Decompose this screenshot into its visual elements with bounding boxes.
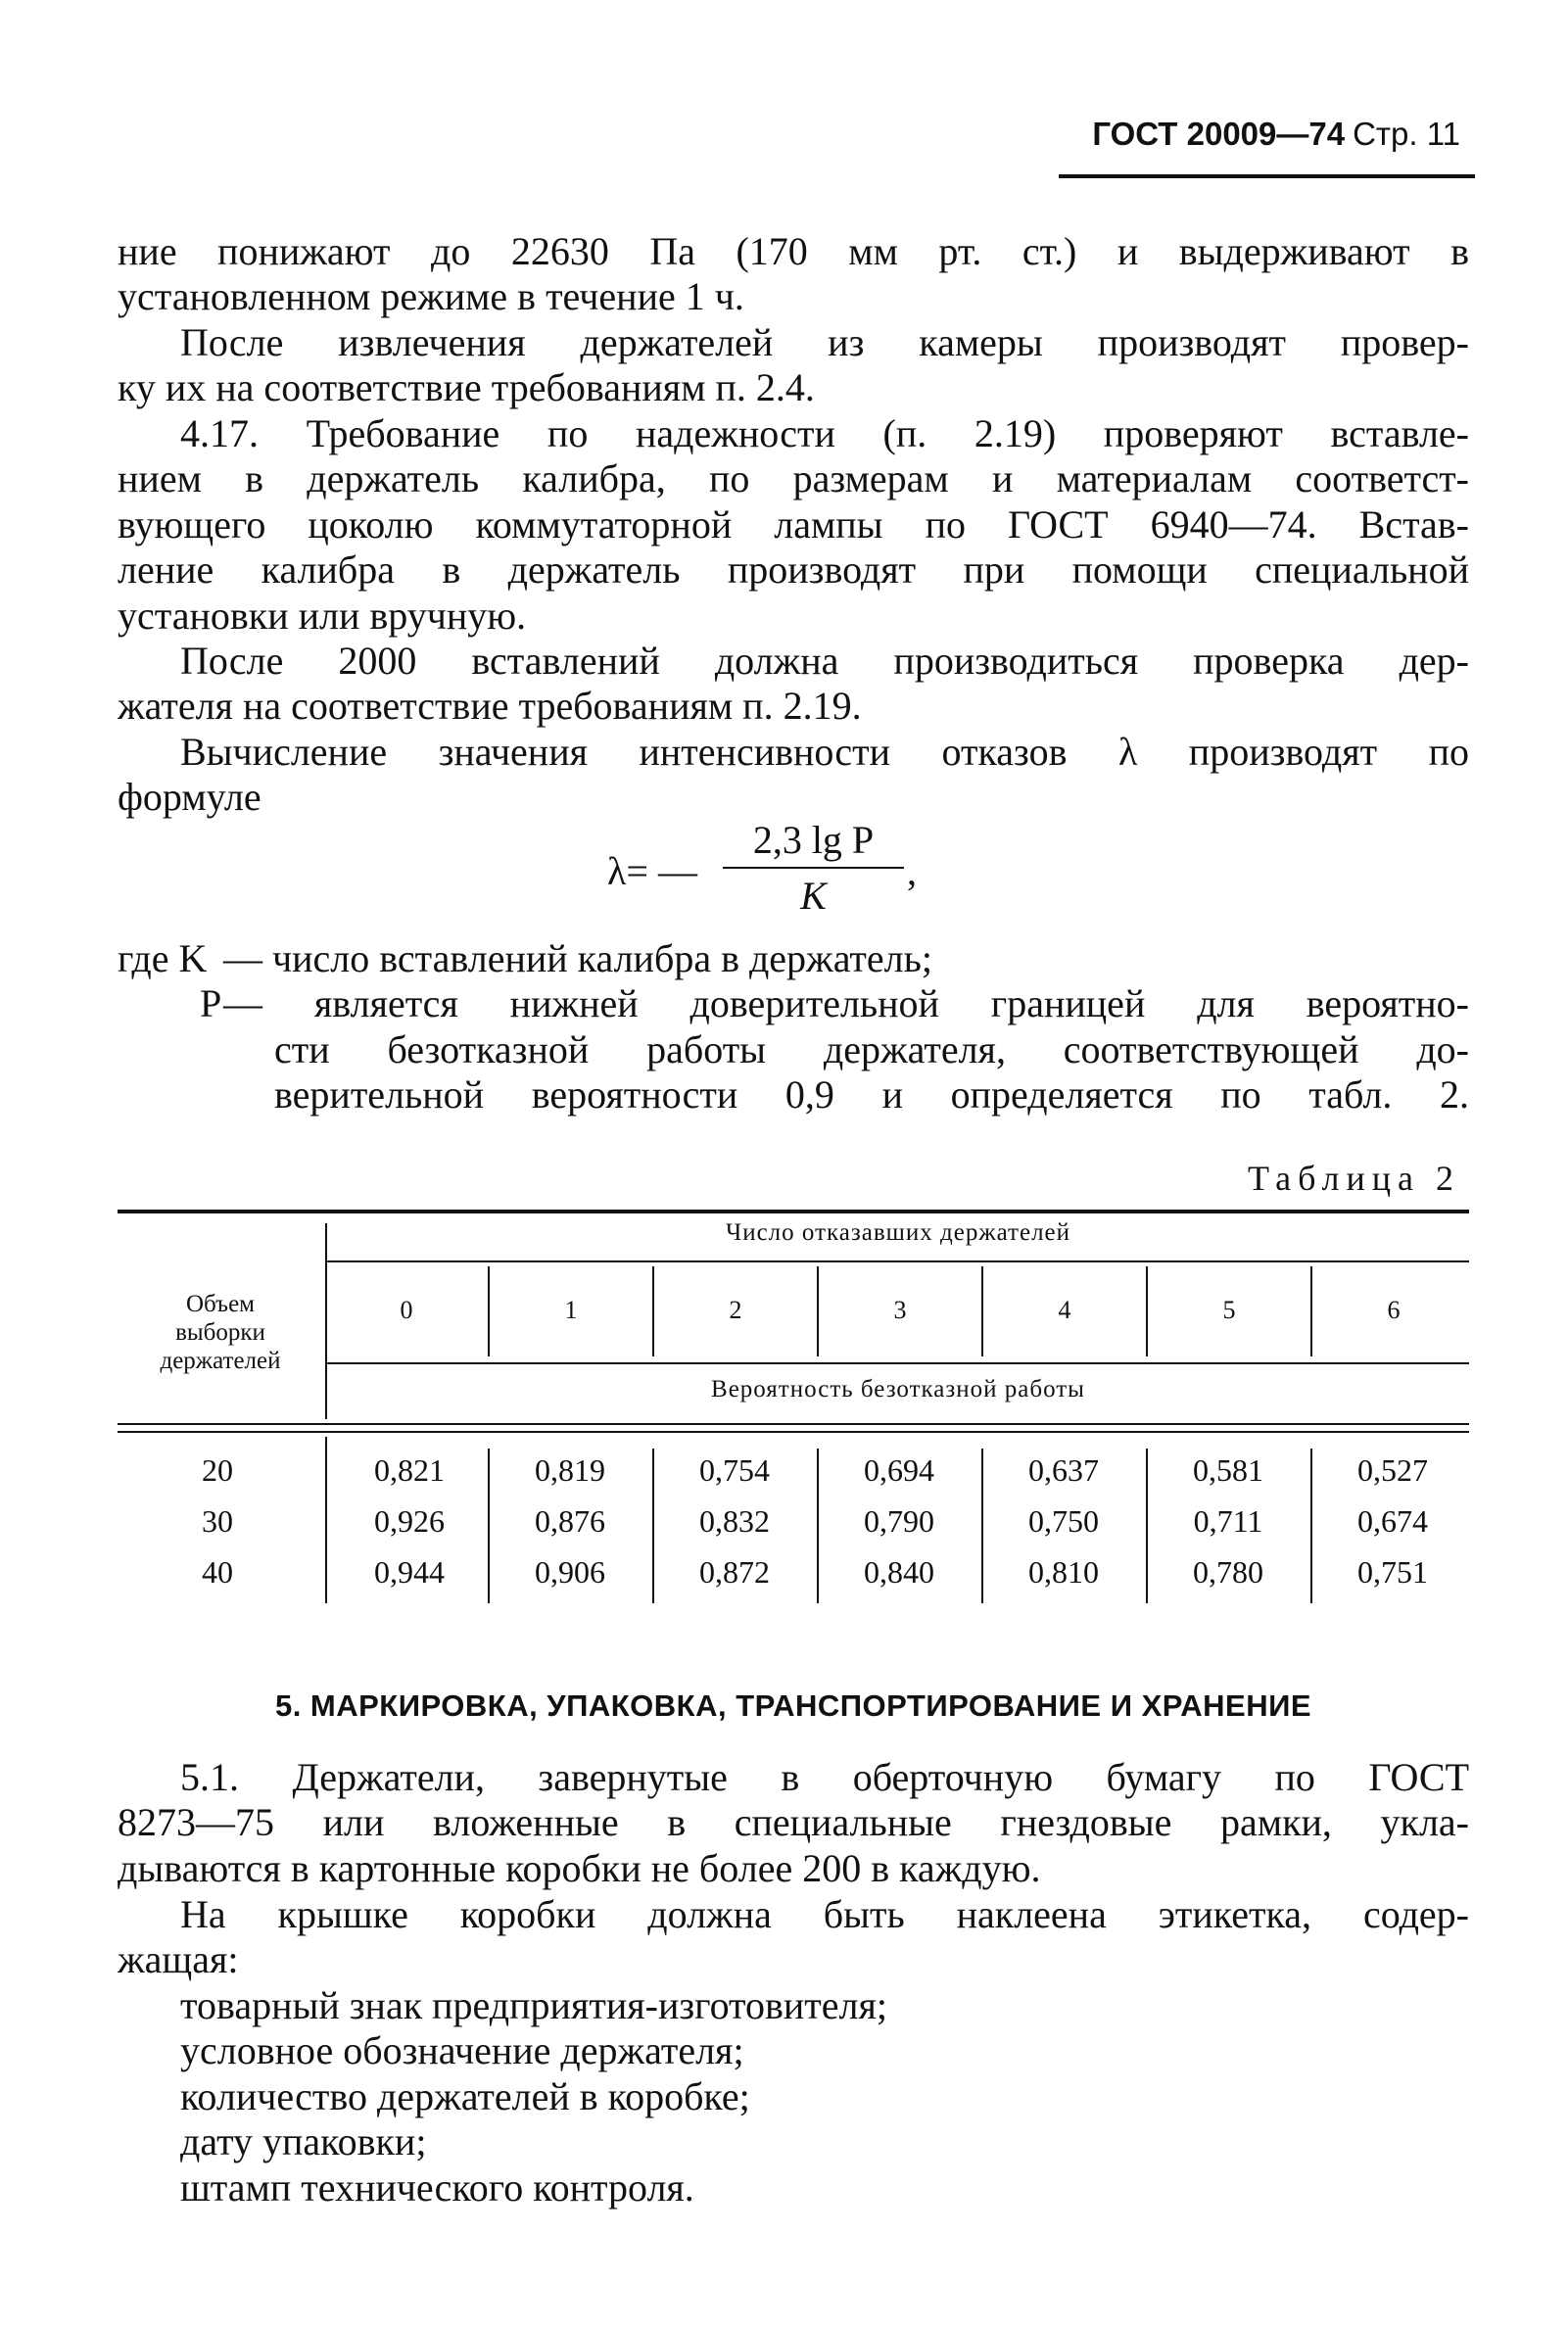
list-item: условное обозначение держателя;: [180, 2028, 744, 2073]
column-header: 4: [1058, 1296, 1071, 1324]
table-bottom-header: Вероятность безотказной работы: [711, 1376, 1085, 1402]
table-cell: 0,694: [864, 1452, 934, 1488]
text-line: формуле: [118, 775, 261, 820]
paragraph-4-17: [118, 411, 1469, 639]
list-item: количество держателей в коробке;: [180, 2073, 750, 2118]
column-header: 2: [729, 1296, 742, 1324]
table-cell: 0,819: [535, 1452, 605, 1488]
table-header-rule: [118, 1431, 1469, 1433]
table-vline: [1310, 1266, 1312, 1356]
table-cell: 0,821: [374, 1452, 445, 1488]
header-rule: [1059, 174, 1475, 178]
table-cell: 0,750: [1028, 1503, 1099, 1539]
column-header: 3: [893, 1296, 907, 1324]
table-vline: [817, 1266, 819, 1356]
table-cell: 0,840: [864, 1554, 934, 1590]
section-title: 5. МАРКИРОВКА, УПАКОВКА, ТРАНСПОРТИРОВАНИЕ И ХРАНЕНИЕ: [274, 1688, 1312, 1723]
row-header-line: выборки: [175, 1319, 265, 1346]
definition-desc-cont: сти безотказной работы держателя, соответствующей до-: [274, 1026, 1469, 1071]
text-line: На крышке коробки должна быть наклеена этикетка, содер-: [180, 1892, 1469, 1936]
table-vline: [1310, 1449, 1312, 1603]
table-vline: [981, 1266, 983, 1356]
label-contents-list: [180, 1983, 887, 2210]
definition-desc-cont: верительной вероятности 0,9 и определяется по табл. 2.: [274, 1072, 1469, 1117]
table-hline: [327, 1362, 1469, 1364]
row-header-line: держателей: [160, 1348, 281, 1374]
table-cell: 0,810: [1028, 1554, 1099, 1590]
text-line: 4.17. Требование по надежности (п. 2.19) проверяют вставле-: [180, 411, 1469, 455]
row-header: [118, 1290, 323, 1375]
table-cell: 0,674: [1357, 1503, 1428, 1539]
table-cell: 0,906: [535, 1554, 605, 1590]
text-line: нием в держатель калибра, по размерам и материалам соответст-: [118, 456, 1469, 501]
paragraph-extraction: [118, 320, 1469, 411]
paragraph-label: [118, 1892, 1469, 1983]
formula-fraction: [723, 817, 904, 919]
page-header: [1049, 116, 1460, 153]
text-line: вующего цоколю коммутаторной лампы по ГОСТ 6940—74. Встав-: [118, 501, 1469, 547]
page-number: Стр. 11: [1353, 116, 1460, 152]
table-vline: [1146, 1449, 1148, 1603]
table-header-rule: [118, 1423, 1469, 1425]
table-cell: 0,754: [699, 1452, 770, 1488]
definition-p: [118, 981, 1469, 1117]
row-label: 40: [202, 1554, 233, 1590]
table-vline: [488, 1266, 490, 1356]
text-line: 5.1. Держатели, завернутые в оберточную бумагу по ГОСТ: [180, 1755, 1469, 1799]
row-label: 30: [202, 1503, 233, 1539]
table-vline: [488, 1449, 490, 1603]
text-line: ние понижают до 22630 Па (170 мм рт. ст.) и выдерживают в: [118, 229, 1469, 273]
text-line: жащая:: [118, 1937, 239, 1982]
table-caption: Таблица 2: [1248, 1159, 1460, 1198]
text-line: жателя на соответствие требованиям п. 2.19.: [118, 684, 862, 729]
column-header: 6: [1387, 1296, 1401, 1324]
definition-term: P: [200, 981, 222, 1026]
table-vline: [817, 1449, 819, 1603]
text-line: После извлечения держателей из камеры производят провер-: [180, 320, 1469, 364]
table-cell: 0,637: [1028, 1452, 1099, 1488]
table-vline: [1146, 1266, 1148, 1356]
text-line: 8273—75 или вложенные в специальные гнездовые рамки, укла-: [118, 1800, 1469, 1845]
table-cell: 0,832: [699, 1503, 770, 1539]
text-line: Вычисление значения интенсивности отказов λ производят по: [180, 730, 1469, 774]
paragraph-2000-insertions: [118, 639, 1469, 730]
list-item: штамп технического контроля.: [180, 2164, 694, 2210]
text-line: установленном режиме в течение 1 ч.: [118, 274, 744, 319]
text-line: дываются в картонные коробки не более 200 в каждую.: [118, 1845, 1041, 1890]
table-top-rule: [118, 1210, 1469, 1213]
column-header: 1: [564, 1296, 578, 1324]
text-line: ку их на соответствие требованиям п. 2.4.: [118, 365, 815, 410]
formula-lhs: λ= —: [607, 849, 697, 893]
row-header-line: Объем: [186, 1291, 255, 1317]
formula-definitions: [118, 936, 1469, 1118]
row-label: 20: [202, 1452, 233, 1488]
list-item: товарный знак предприятия-изготовителя;: [180, 1983, 887, 2027]
document-number: ГОСТ 20009—74: [1092, 116, 1346, 152]
column-header: 5: [1222, 1296, 1236, 1324]
formula-denominator: K: [800, 874, 827, 918]
table-vline: [652, 1266, 654, 1356]
formula-comma: ,: [907, 849, 917, 893]
text-line: установки или вручную.: [118, 593, 527, 638]
table-cell: 0,711: [1193, 1503, 1263, 1539]
paragraph-failure-rate: [118, 730, 1469, 821]
paragraph-5-1: [118, 1755, 1469, 1891]
table-cell: 0,527: [1357, 1452, 1428, 1488]
definition-desc: — число вставлений калибра в держатель;: [223, 936, 932, 980]
table-cell: 0,876: [535, 1503, 605, 1539]
definition-k: [118, 936, 1469, 981]
list-item: дату упаковки;: [180, 2119, 427, 2164]
table-vline: [981, 1449, 983, 1603]
table-cell: 0,926: [374, 1503, 445, 1539]
table-cell: 0,790: [864, 1503, 934, 1539]
paragraph-pressure: [118, 229, 1469, 320]
column-header: 0: [400, 1296, 413, 1324]
table-hline: [327, 1260, 1469, 1262]
text-line: ление калибра в держатель производят при помощи специальной: [118, 547, 1469, 593]
table-cell: 0,872: [699, 1554, 770, 1590]
definition-desc: — является нижней доверительной границей для вероятно-: [223, 981, 1469, 1026]
table-vline: [652, 1449, 654, 1603]
table-vline: [325, 1437, 327, 1603]
text-line: После 2000 вставлений должна производиться проверка дер-: [180, 639, 1469, 683]
table-cell: 0,751: [1357, 1554, 1428, 1590]
table-cell: 0,780: [1193, 1554, 1263, 1590]
definition-term: где K: [118, 936, 208, 980]
table-cell: 0,581: [1193, 1452, 1263, 1488]
table-top-header: Число отказавших держателей: [725, 1219, 1071, 1246]
formula-numerator: 2,3 lg P: [723, 817, 904, 869]
table-cell: 0,944: [374, 1554, 445, 1590]
